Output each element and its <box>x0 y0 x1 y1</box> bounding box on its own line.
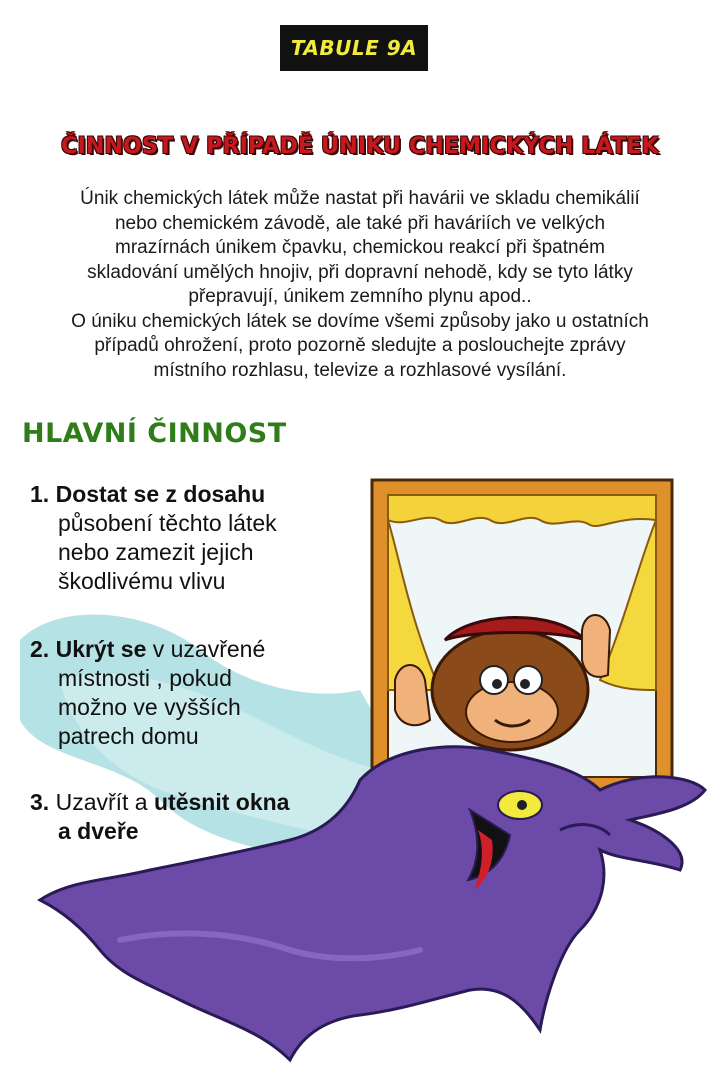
step-line: místnosti , pokud <box>58 665 232 691</box>
step-bold-tail: utěsnit okna <box>154 789 290 815</box>
step-number: 3. <box>30 789 50 815</box>
step-bold-lead: Dostat se z dosahu <box>55 481 266 507</box>
step-bold-line: a dveře <box>58 818 139 844</box>
step-line: možno ve vyšších <box>58 694 241 720</box>
intro-line: místního rozhlasu, televize a rozhlasové vysílání. <box>153 359 567 381</box>
step-item <box>30 480 277 596</box>
step-number: 1. <box>30 481 50 507</box>
step-line: nebo zamezit jejich <box>58 539 254 565</box>
page-title: ČINNOST V PŘÍPADĚ ÚNIKU CHEMICKÝCH LÁTEK <box>61 134 659 159</box>
section-heading: HLAVNÍ ČINNOST <box>22 418 287 449</box>
step-item <box>30 635 265 751</box>
step-line: patrech domu <box>58 723 199 749</box>
step-item <box>30 788 289 846</box>
intro-line: Únik chemických látek může nastat při havárii ve skladu chemikálií <box>80 188 640 209</box>
step-number: 2. <box>30 636 50 662</box>
step-plain-lead: Uzavřít a <box>55 789 154 815</box>
intro-line: případů ohrožení, proto pozorně sledujte a poslouchejte zprávy <box>94 335 626 356</box>
intro-line: nebo chemickém závodě, ale také při haváriích ve velkých <box>114 212 606 234</box>
intro-line: mrazírnách únikem čpavku, chemickou reakcí při špatném <box>115 237 605 258</box>
step-bold-lead: Ukrýt se <box>55 636 147 662</box>
intro-line: O úniku chemických látek se dovíme všemi způsoby jako u ostatních <box>71 310 649 332</box>
tab-label: TABULE 9A <box>280 25 428 71</box>
step-rest: v uzavřené <box>146 636 266 662</box>
intro-line: přepravují, únikem zemního plynu apod.. <box>188 286 532 307</box>
step-line: škodlivému vlivu <box>58 568 226 594</box>
step-line: působení těchto látek <box>58 510 277 536</box>
intro-line: skladování umělých hnojiv, při dopravní nehodě, kdy se tyto látky <box>87 261 633 283</box>
